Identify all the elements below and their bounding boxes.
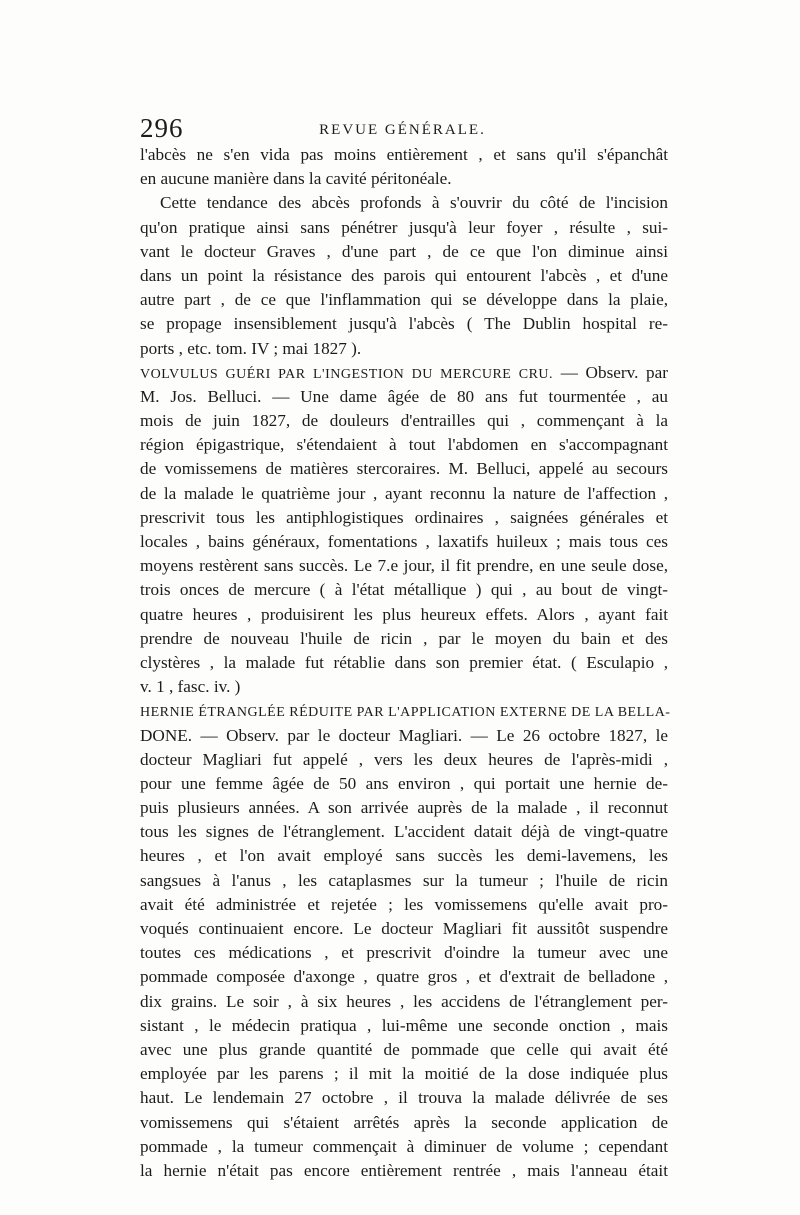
section-heading-line — [140, 361, 668, 385]
section-heading: VOLVULUS GUÉRI PAR L'INGESTION DU MERCURE CRU. — [140, 366, 554, 382]
text-line: puis plusieurs années. A son arrivée auprès de la malade , il reconnut — [140, 798, 668, 818]
page-number: 296 — [140, 113, 184, 143]
section-heading: HERNIE ÉTRANGLÉE RÉDUITE PAR L'APPLICATION EXTERNE DE LA BELLA- — [140, 705, 671, 721]
text-line: trois onces de mercure ( à l'état métallique ) qui , au bout de vingt- — [140, 580, 668, 600]
text-line: prendre de nouveau l'huile de ricin , par le moyen du bain et des — [140, 628, 668, 648]
text-line: mois de juin 1827, de douleurs d'entrailles qui , commençant à la — [140, 411, 668, 431]
text-line: quatre heures , produisirent les plus heureux effets. Alors , ayant fait — [140, 604, 668, 624]
text-line: la hernie n'était pas encore entièrement rentrée , mais l'anneau était — [140, 1160, 668, 1180]
text-line: M. Jos. Belluci. — Une dame âgée de 80 ans fut tourmentée , au — [140, 386, 668, 406]
text-line: vomissemens qui s'étaient arrêtés après la seconde application de — [140, 1112, 668, 1132]
text-line: dix grains. Le soir , à six heures , les accidens de l'étranglement per- — [140, 991, 668, 1011]
text-line: tous les signes de l'étranglement. L'accident datait déjà de vingt-quatre — [140, 822, 668, 842]
text-line: clystères , la malade fut rétablie dans son premier état. ( Esculapio , — [140, 652, 668, 672]
text-line: en aucune manière dans la cavité péritonéale. — [140, 169, 452, 189]
page-header — [140, 113, 665, 143]
text-line: avec une plus grande quantité de pommade que celle qui avait été — [140, 1039, 668, 1059]
text-line: Cette tendance des abcès profonds à s'ouvrir du côté de l'incision — [160, 193, 668, 213]
text-line: voqués continuaient encore. Le docteur Magliari fit aussitôt suspendre — [140, 919, 668, 938]
text-line: sangsues à l'anus , les cataplasmes sur la tumeur ; l'huile de ricin — [140, 870, 668, 890]
text-line: sistant , le médecin pratiqua , lui-même une seconde onction , mais — [140, 1015, 668, 1035]
text-line: avait été administrée et rejetée ; les vomissemens qu'elle avait pro- — [140, 894, 668, 914]
text-fragment: — Observ. par — [560, 362, 668, 382]
text-line: dans un point la résistance des parois qui entourent l'abcès , et d'une — [140, 265, 668, 285]
text-line: locales , bains généraux, fomentations , laxatifs huileux ; mais tous ces — [140, 532, 668, 551]
text-line: vant le docteur Graves , d'une part , de ce que l'on diminue ainsi — [140, 241, 668, 261]
text-line: de vomissemens de matières stercoraires. M. Belluci, appelé au secours — [140, 459, 668, 479]
text-line: v. 1 , fasc. iv. ) — [140, 677, 241, 697]
text-line: pommade , la tumeur commençait à diminuer de volume ; cependant — [140, 1136, 668, 1156]
text-line: prescrivit tous les antiphlogistiques ordinaires , saignées générales et — [140, 507, 668, 527]
text-line: toutes ces médications , et prescrivit d'oindre la tumeur avec une — [140, 943, 668, 963]
page-body — [140, 143, 671, 1183]
text-line: de la malade le quatrième jour , ayant reconnu la nature de l'affection , — [140, 483, 668, 503]
text-line: moyens restèrent sans succès. Le 7.e jour, il fit prendre, en une seule dose, — [140, 556, 668, 576]
section-heading-line — [140, 699, 671, 723]
text-line: région épigastrique, s'étendaient à tout l'abdomen en s'accompagnant — [140, 435, 668, 455]
text-line: pommade composée d'axonge , quatre gros , et d'extrait de belladone , — [140, 967, 668, 987]
text-line: DONE. — Observ. par le docteur Magliari. — Le 26 octobre 1827, le — [140, 725, 668, 745]
text-line: pour une femme âgée de 50 ans environ , qui portait une hernie de- — [140, 773, 668, 793]
text-line: employée par les parens ; il mit la moitié de la dose indiquée plus — [140, 1064, 668, 1084]
text-line: docteur Magliari fut appelé , vers les deux heures de l'après-midi , — [140, 749, 668, 769]
text-line: autre part , de ce que l'inflammation qui se développe dans la plaie, — [140, 290, 668, 310]
text-line: se propage insensiblement jusqu'à l'abcès ( The Dublin hospital re- — [140, 314, 668, 334]
text-line: heures , et l'on avait employé sans succès les demi-lavemens, les — [140, 846, 668, 866]
running-title: REVUE GÉNÉRALE. — [319, 122, 486, 138]
text-line: haut. Le lendemain 27 octobre , il trouva la malade délivrée de ses — [140, 1088, 668, 1108]
text-line: qu'on pratique ainsi sans pénétrer jusqu'à leur foyer , résulte , sui- — [140, 217, 668, 237]
text-line: l'abcès ne s'en vida pas moins entièrement , et sans qu'il s'épanchât — [140, 145, 668, 164]
text-line: ports , etc. tom. IV ; mai 1827 ). — [140, 338, 362, 358]
